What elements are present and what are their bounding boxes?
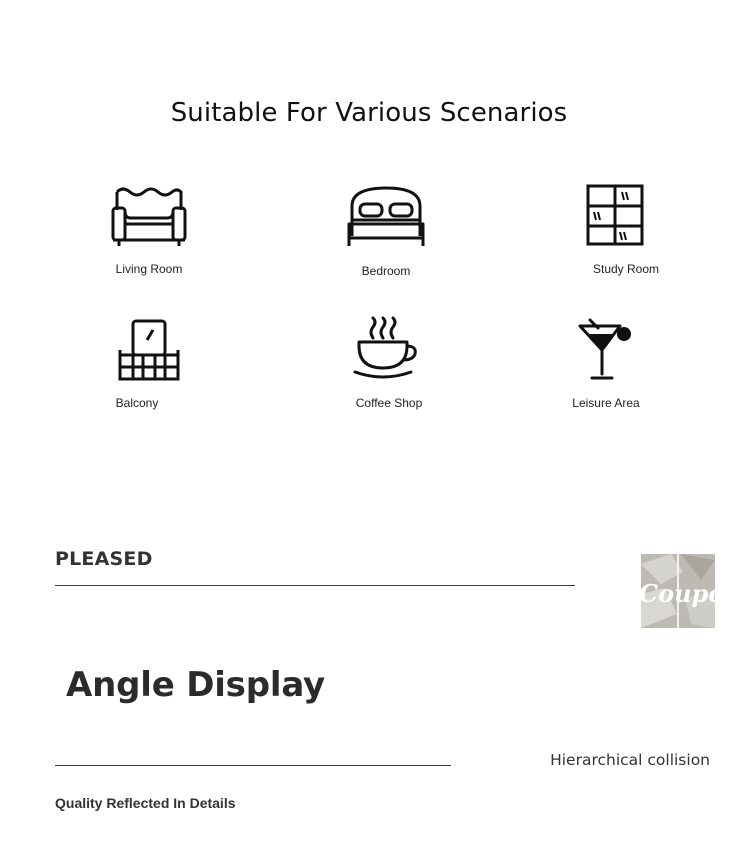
scenario-label: Leisure Area (572, 396, 640, 410)
scenario-label: Coffee Shop (355, 396, 423, 410)
feature-tagline: Hierarchical collision (550, 751, 710, 769)
scenario-study-room (536, 184, 696, 284)
scenario-bedroom (306, 184, 466, 284)
thumbnail-text: Coupon (639, 579, 742, 608)
scenario-coffee-shop (306, 316, 466, 416)
thumbnail-texture (639, 554, 742, 628)
brand-logo: PLEASED (55, 548, 153, 570)
scenario-label: Living Room (115, 262, 183, 276)
bed-icon (346, 184, 426, 248)
coffee-cup-icon (353, 316, 419, 380)
bookshelf-icon (586, 184, 646, 248)
thumbnail-image (639, 554, 742, 628)
divider-bottom (55, 765, 451, 766)
scenario-living-room (69, 184, 229, 284)
scenario-leisure-area (526, 318, 686, 418)
scenario-label: Study Room (592, 262, 660, 276)
scenario-label: Balcony (115, 396, 159, 410)
divider-top (55, 585, 575, 586)
scenario-balcony (69, 318, 229, 418)
section-title: Suitable For Various Scenarios (170, 98, 568, 128)
feature-title: Angle Display (66, 665, 325, 705)
balcony-icon (117, 318, 181, 384)
sofa-icon (111, 184, 187, 250)
cocktail-icon (576, 318, 636, 382)
scenario-label: Bedroom (361, 264, 411, 278)
feature-caption: Quality Reflected In Details (55, 795, 236, 811)
